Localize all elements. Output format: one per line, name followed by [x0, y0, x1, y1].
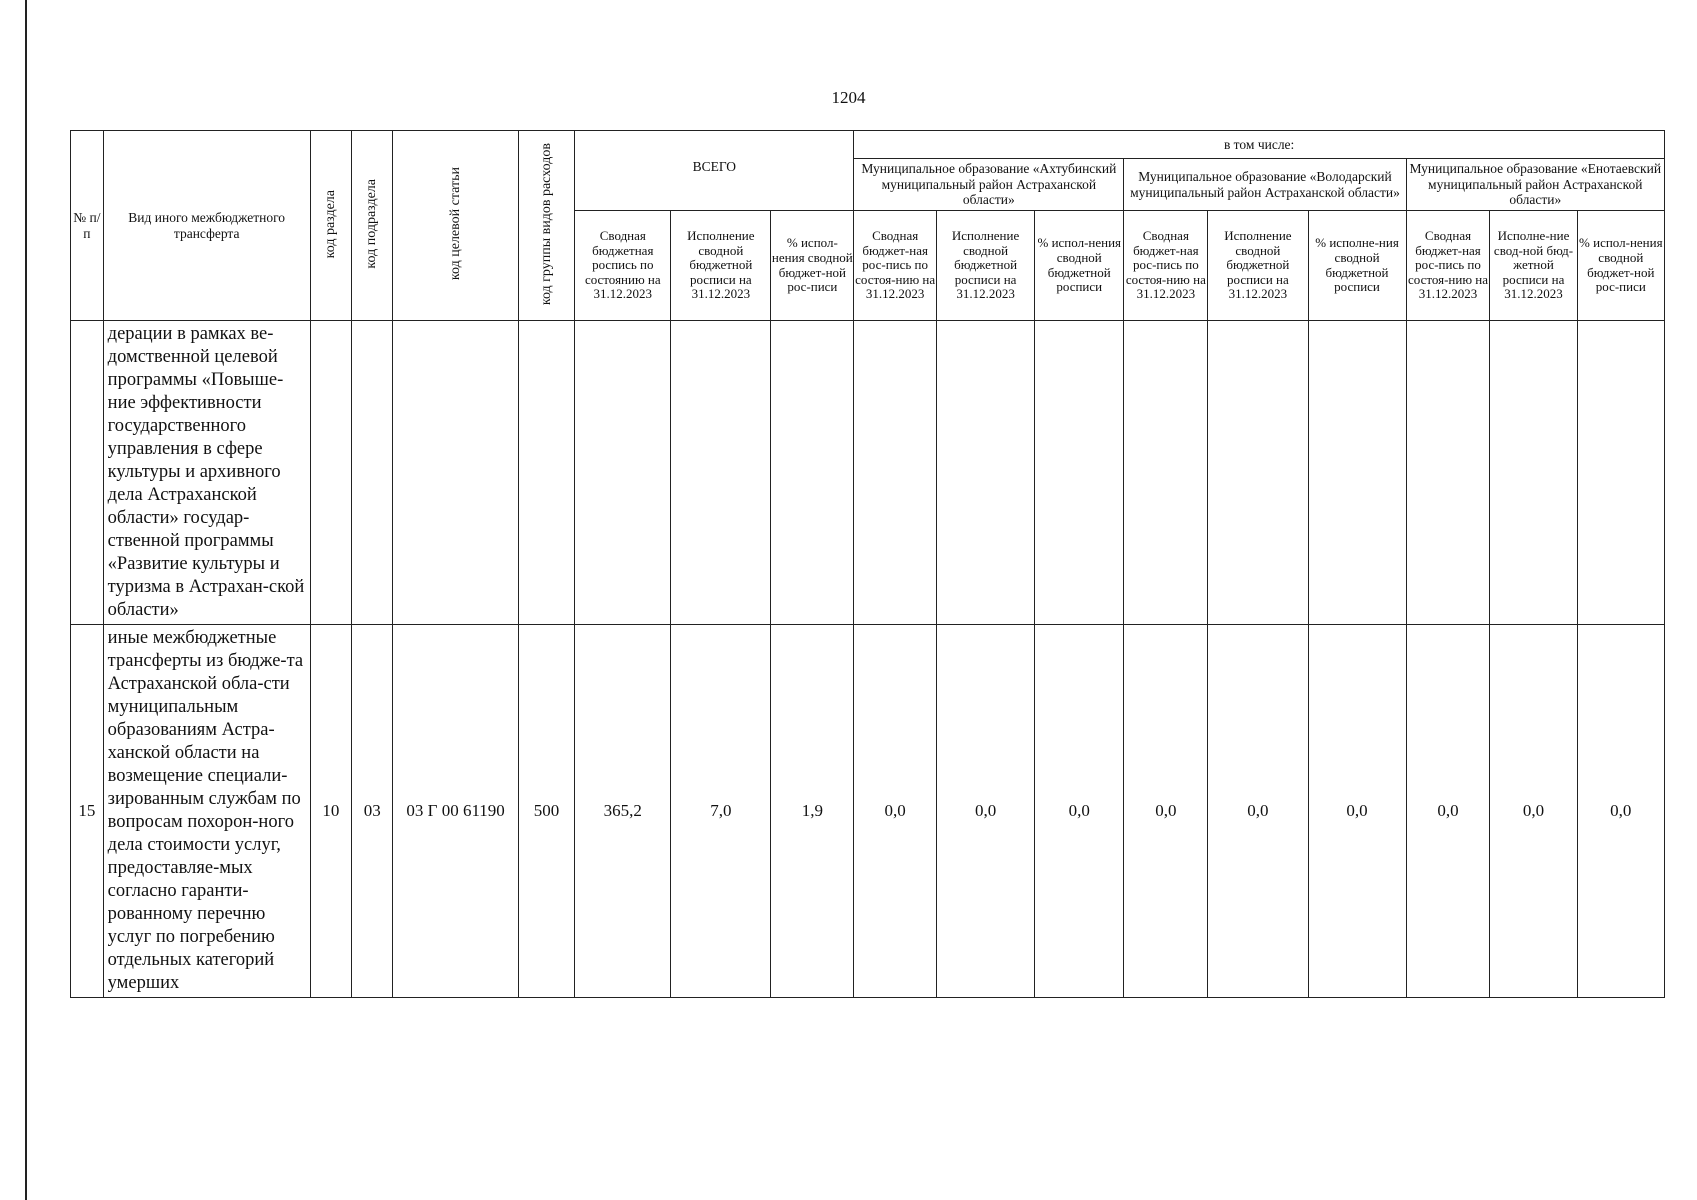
budget-execution-table — [70, 130, 1665, 998]
header-section-cell — [310, 131, 351, 321]
row-value — [854, 321, 937, 625]
row-akhtubinsky-plan: 0,0 — [854, 625, 937, 998]
header-expense-group: код группы видов расходов — [538, 142, 554, 305]
row-value — [937, 321, 1035, 625]
row-total-execution: 7,0 — [671, 625, 771, 998]
row-enotaevsky-percent: 0,0 — [1577, 625, 1664, 998]
header-akhtubinsky-execution: Исполнение сводной бюджетной росписи на 31.12.2023 — [937, 211, 1035, 321]
row-value — [771, 321, 854, 625]
header-target-cell — [393, 131, 518, 321]
table-row — [71, 625, 1665, 998]
header-row-1 — [71, 131, 1665, 159]
header-target: код целевой статьи — [447, 167, 463, 281]
header-volodarsky-percent: % исполне-ния сводной бюджетной росписи — [1308, 211, 1406, 321]
row-expense-group: 500 — [518, 625, 575, 998]
header-total-plan: Сводная бюджетная роспись по состоянию на 31.12.2023 — [575, 211, 671, 321]
row-num — [71, 321, 104, 625]
header-enotaevsky-percent: % испол-нения сводной бюджет-ной рос-писи — [1577, 211, 1664, 321]
header-volodarsky-plan: Сводная бюджет-ная рос-пись по состоя-нию на 31.12.2023 — [1124, 211, 1208, 321]
row-total-plan: 365,2 — [575, 625, 671, 998]
header-enotaevsky-execution: Исполне-ние свод-ной бюд-жетной росписи на 31.12.2023 — [1490, 211, 1577, 321]
header-akhtubinsky-plan: Сводная бюджет-ная рос-пись по состоя-нию на 31.12.2023 — [854, 211, 937, 321]
table-row — [71, 321, 1665, 625]
header-total-execution: Исполнение сводной бюджетной росписи на 31.12.2023 — [671, 211, 771, 321]
row-enotaevsky-plan: 0,0 — [1406, 625, 1490, 998]
row-value — [1490, 321, 1577, 625]
header-municipality-enotaevsky: Муниципальное образование «Енотаевский муниципальный район Астраханской области» — [1406, 159, 1664, 211]
row-section — [310, 321, 351, 625]
row-value — [575, 321, 671, 625]
row-volodarsky-execution: 0,0 — [1208, 625, 1308, 998]
row-value — [1208, 321, 1308, 625]
header-num: № п/п — [71, 131, 104, 321]
row-value — [1124, 321, 1208, 625]
row-total-percent: 1,9 — [771, 625, 854, 998]
page-number: 1204 — [831, 88, 866, 107]
row-value — [1308, 321, 1406, 625]
row-akhtubinsky-execution: 0,0 — [937, 625, 1035, 998]
row-value — [1035, 321, 1124, 625]
row-volodarsky-percent: 0,0 — [1308, 625, 1406, 998]
header-total: ВСЕГО — [575, 131, 854, 211]
header-municipality-volodarsky: Муниципальное образование «Володарский муниципальный район Астраханской области» — [1124, 159, 1406, 211]
header-transfer-type: Вид иного межбюджетного трансферта — [103, 131, 310, 321]
row-value — [1406, 321, 1490, 625]
row-target — [393, 321, 518, 625]
row-description: дерации в рамках ве-домственной целевой программы «Повыше-ние эффективности государственного управления в сфере культуры и архивного дела Астраханской области» государ-ственной программы «Развитие культуры и туризма в Астрахан-ской области» — [103, 321, 310, 625]
row-subsection — [352, 321, 393, 625]
header-subsection-cell — [352, 131, 393, 321]
header-enotaevsky-plan: Сводная бюджет-ная рос-пись по состоя-нию на 31.12.2023 — [1406, 211, 1490, 321]
row-volodarsky-plan: 0,0 — [1124, 625, 1208, 998]
binding-edge-line — [25, 0, 27, 1200]
header-including: в том числе: — [854, 131, 1665, 159]
row-expense-group — [518, 321, 575, 625]
header-expense-group-cell — [518, 131, 575, 321]
row-description: иные межбюджетные трансферты из бюдже-та Астраханской обла-сти муниципальным образованиям Астра-ханской области на возмещение специали-зированным службам по вопросам похорон-ного дела стоимости услуг, предоставляе-мых согласно гаранти-рованному перечню услуг по погребению отдельных категорий умерших — [103, 625, 310, 998]
header-volodarsky-execution: Исполнение сводной бюджетной росписи на 31.12.2023 — [1208, 211, 1308, 321]
header-subsection: код подраздела — [364, 178, 380, 269]
header-municipality-akhtubinsky: Муниципальное образование «Ахтубинский муниципальный район Астраханской области» — [854, 159, 1124, 211]
row-num: 15 — [71, 625, 104, 998]
row-value — [1577, 321, 1664, 625]
row-enotaevsky-execution: 0,0 — [1490, 625, 1577, 998]
row-section: 10 — [310, 625, 351, 998]
header-total-percent: % испол-нения сводной бюджет-ной рос-писи — [771, 211, 854, 321]
header-akhtubinsky-percent: % испол-нения сводной бюджетной росписи — [1035, 211, 1124, 321]
header-section: код раздела — [322, 189, 338, 258]
row-subsection: 03 — [352, 625, 393, 998]
row-akhtubinsky-percent: 0,0 — [1035, 625, 1124, 998]
row-target: 03 Г 00 61190 — [393, 625, 518, 998]
row-value — [671, 321, 771, 625]
